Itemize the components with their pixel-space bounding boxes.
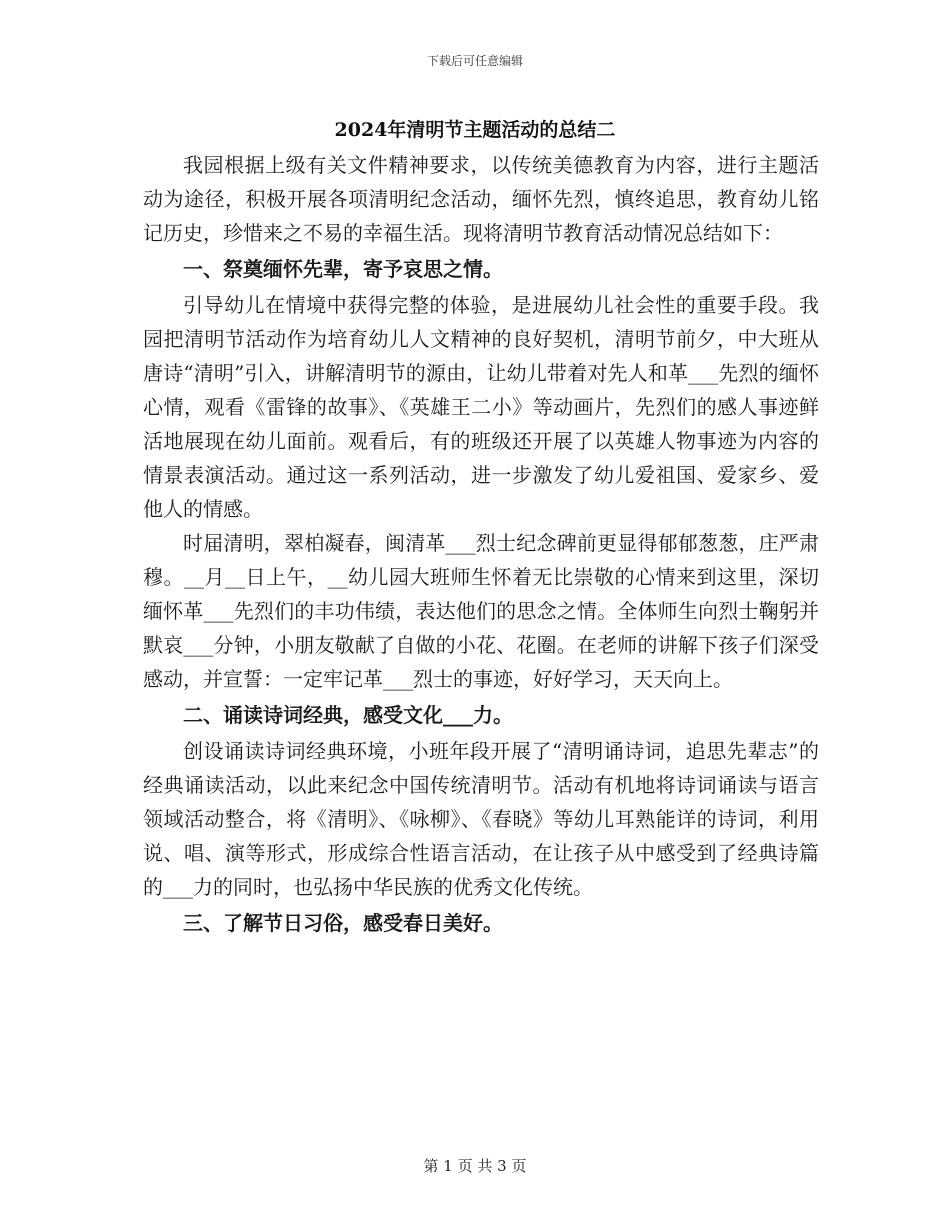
document-title: 2024年清明节主题活动的总结二: [334, 119, 616, 141]
intro-paragraph: 我园根据上级有关文件精神要求，以传统美德教育为内容，进行主题活动为途径，积极开展各项清明纪念活动，缅怀先烈，慎终追思，教育幼儿铭记历史，珍惜来之不易的幸福生活。现将清明节教育活动情况总结如下：: [143, 153, 819, 245]
document-body: [143, 148, 819, 942]
section-1-paragraph-1: 引导幼儿在情境中获得完整的体验，是进展幼儿社会性的重要手段。我园把清明节活动作为培育幼儿人文精神的良好契机，清明节前夕，中大班从唐诗“清明”引入，讲解清明节的源由，让幼儿带着对先人和革___先烈的缅怀心情，观看《雷锋的故事》、《英雄王二小》等动画片，先烈们的感人事迹鲜活地展现在幼儿面前。观看后，有的班级还开展了以英雄人物事迹为内容的情景表演活动。通过这一系列活动，进一步激发了幼儿爱祖国、爱家乡、爱他人的情感。: [143, 293, 819, 521]
section-2-heading: 二、诵读诗词经典，感受文化___力。: [183, 703, 513, 727]
page-number: 第 1 页 共 3 页: [423, 1157, 527, 1175]
page-header-note: 下载后可任意编辑: [426, 54, 523, 68]
section-3-heading: 三、了解节日习俗，感受春日美好。: [183, 911, 503, 935]
section-1-paragraph-2: 时届清明，翠柏凝春，闽清革___烈士纪念碑前更显得郁郁葱葱，庄严肃穆。__月__日上午，__幼儿园大班师生怀着无比崇敬的心情来到这里，深切缅怀革___先烈们的丰功伟绩，表达他们的思念之情。全体师生向烈士鞠躬并默哀___分钟，小朋友敬献了自做的小花、花圈。在老师的讲解下孩子们深受感动，并宣誓：一定牢记革___烈士的事迹，好好学习，天天向上。: [143, 531, 819, 691]
section-2-paragraph-1: 创设诵读诗词经典环境，小班年段开展了“清明诵诗词，追思先辈志”的经典诵读活动，以此来纪念中国传统清明节。活动有机地将诗词诵读与语言领域活动整合，将《清明》、《咏柳》、《春晓》等幼儿耳熟能详的诗词，利用说、唱、演等形式，形成综合性语言活动，在让孩子从中感受到了经典诗篇的___力的同时，也弘扬中华民族的优秀文化传统。: [143, 739, 819, 899]
section-1-heading: 一、祭奠缅怀先辈，寄予哀思之情。: [183, 257, 503, 281]
